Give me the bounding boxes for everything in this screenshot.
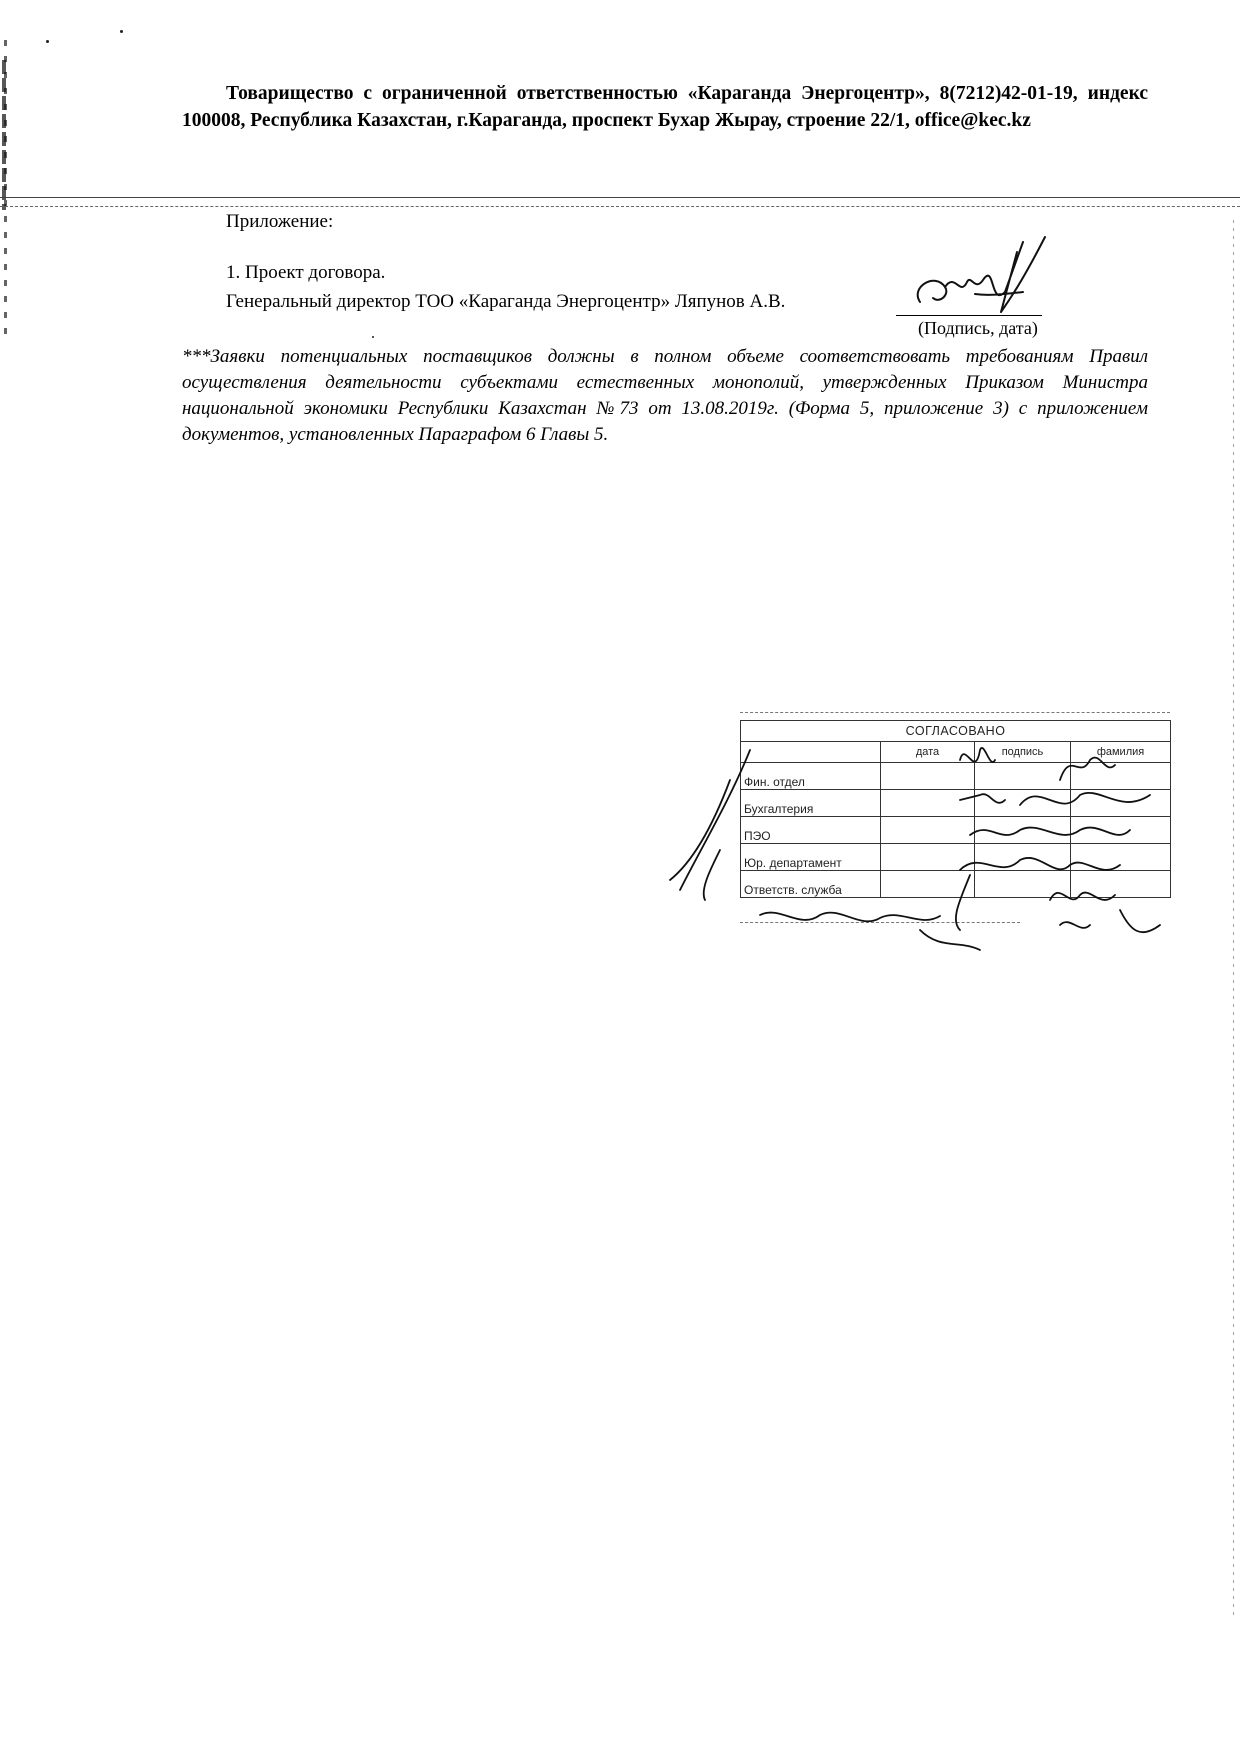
scan-artifact-right: [1233, 220, 1234, 1620]
approval-dept: Юр. департамент: [741, 844, 881, 871]
scan-speck: [372, 336, 374, 338]
attachment-label: Приложение:: [226, 211, 334, 232]
approval-col-header: дата: [881, 742, 975, 763]
director-signature-line: Генеральный директор ТОО «Караганда Энергоцентр» Ляпунов А.В.: [226, 291, 786, 312]
approval-dept: ПЭО: [741, 817, 881, 844]
approval-title: СОГЛАСОВАНО: [741, 721, 1171, 742]
approval-dept: Фин. отдел: [741, 763, 881, 790]
company-header: Товарищество с ограниченной ответственностью «Караганда Энергоцентр», 8(7212)42-01-19, индекс 100008, Республика Казахстан, г.Караганда, проспект Бухар Жырау, строение 22/1, office@kec.kz: [182, 83, 1148, 131]
attachment-item: 1. Проект договора.: [226, 262, 386, 283]
approval-dept: Бухгалтерия: [741, 790, 881, 817]
approval-col-header: фамилия: [1071, 742, 1171, 763]
approval-col-header: подпись: [975, 742, 1071, 763]
scan-artifact-left-dark: [2, 60, 6, 210]
scan-speck: [46, 40, 49, 43]
header-divider-dashed: [0, 206, 1240, 207]
approval-dept: Ответств. служба: [741, 871, 881, 898]
header-divider: [0, 197, 1240, 198]
requirements-note: ***Заявки потенциальных поставщиков должны в полном объеме соответствовать требованиям Правил осуществления деятельности субъектами естественных монополий, утвержденных Приказом Министра национальной экономики Республики Казахстан №73 от 13.08.2019г. (Форма 5, приложение 3) с приложением документов, установленных Параграфом 6 Главы 5.: [182, 346, 1148, 445]
scan-speck: [120, 30, 123, 33]
director-signature-icon: [905, 232, 1065, 322]
signature-caption: (Подпись, дата): [918, 318, 1038, 338]
stamp-border: [740, 712, 1170, 713]
handwritten-signatures-icon: [660, 740, 1220, 970]
